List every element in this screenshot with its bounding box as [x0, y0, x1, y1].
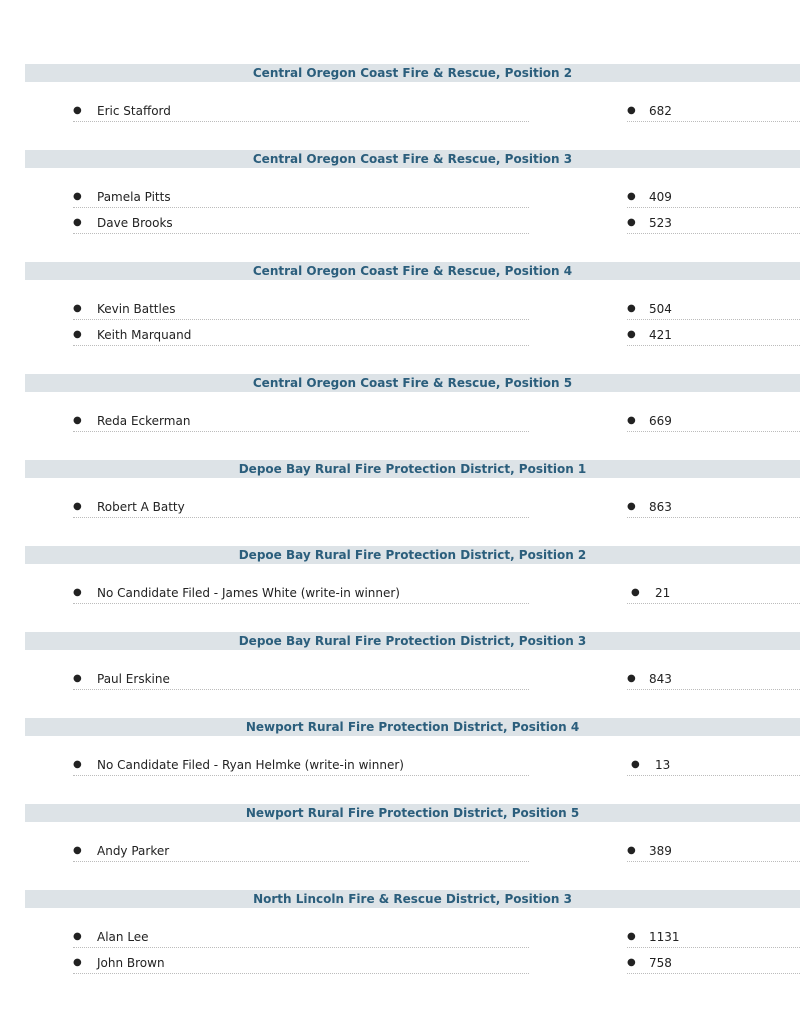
vote-count: 758 [649, 956, 672, 970]
vote-cell [627, 213, 800, 234]
vote-count: 669 [649, 414, 672, 428]
race-block [25, 804, 800, 867]
race-block [25, 890, 800, 979]
candidate-cell [73, 583, 529, 604]
candidate-cell [73, 187, 529, 208]
race-block [25, 150, 800, 239]
candidate-row [25, 325, 800, 351]
candidate-row [25, 953, 800, 979]
election-results [25, 64, 800, 1002]
race-title: North Lincoln Fire & Rescue District, Position 3 [25, 890, 800, 908]
bullet-icon: ● [631, 759, 640, 770]
bullet-icon: ● [627, 845, 636, 856]
bullet-icon: ● [627, 415, 636, 426]
candidate-row [25, 669, 800, 695]
race-title: Central Oregon Coast Fire & Rescue, Position 4 [25, 262, 800, 280]
candidate-cell [73, 411, 529, 432]
candidate-name: Eric Stafford [97, 104, 171, 118]
bullet-icon: ● [627, 501, 636, 512]
vote-cell [627, 755, 800, 776]
bullet-icon: ● [627, 303, 636, 314]
bullet-icon: ● [627, 329, 636, 340]
vote-cell [627, 187, 800, 208]
candidate-name: Andy Parker [97, 844, 170, 858]
vote-cell [627, 325, 800, 346]
vote-count: 843 [649, 672, 672, 686]
race-title: Newport Rural Fire Protection District, Position 4 [25, 718, 800, 736]
bullet-icon: ● [73, 673, 82, 684]
bullet-icon: ● [73, 931, 82, 942]
candidate-name: Reda Eckerman [97, 414, 191, 428]
candidate-name: Robert A Batty [97, 500, 185, 514]
bullet-icon: ● [73, 191, 82, 202]
vote-cell [627, 411, 800, 432]
race-title: Central Oregon Coast Fire & Rescue, Position 2 [25, 64, 800, 82]
vote-count: 421 [649, 328, 672, 342]
bullet-icon: ● [73, 105, 82, 116]
candidate-row [25, 583, 800, 609]
candidate-row [25, 411, 800, 437]
bullet-icon: ● [73, 587, 82, 598]
candidate-row [25, 187, 800, 213]
race-block [25, 460, 800, 523]
vote-count: 13 [655, 758, 671, 772]
candidate-name: Paul Erskine [97, 672, 170, 686]
vote-cell [627, 841, 800, 862]
candidate-name: No Candidate Filed - James White (write-in winner) [97, 586, 400, 600]
vote-count: 863 [649, 500, 672, 514]
candidate-cell [73, 755, 529, 776]
candidate-name: Alan Lee [97, 930, 149, 944]
candidate-row [25, 755, 800, 781]
bullet-icon: ● [627, 191, 636, 202]
race-block [25, 718, 800, 781]
candidate-row [25, 213, 800, 239]
candidate-row [25, 927, 800, 953]
vote-count: 389 [649, 844, 672, 858]
race-block [25, 262, 800, 351]
race-block [25, 374, 800, 437]
race-title: Central Oregon Coast Fire & Rescue, Position 5 [25, 374, 800, 392]
bullet-icon: ● [73, 329, 82, 340]
bullet-icon: ● [627, 673, 636, 684]
candidate-row [25, 497, 800, 523]
bullet-icon: ● [73, 303, 82, 314]
vote-cell [627, 953, 800, 974]
candidate-cell [73, 927, 529, 948]
vote-count: 504 [649, 302, 672, 316]
candidate-name: Pamela Pitts [97, 190, 171, 204]
race-title: Central Oregon Coast Fire & Rescue, Position 3 [25, 150, 800, 168]
bullet-icon: ● [73, 501, 82, 512]
vote-count: 409 [649, 190, 672, 204]
candidate-row [25, 841, 800, 867]
vote-cell [627, 101, 800, 122]
candidate-name: Kevin Battles [97, 302, 176, 316]
candidate-cell [73, 213, 529, 234]
race-block [25, 64, 800, 127]
vote-count: 682 [649, 104, 672, 118]
vote-count: 523 [649, 216, 672, 230]
candidate-cell [73, 669, 529, 690]
vote-count: 21 [655, 586, 671, 600]
candidate-name: Keith Marquand [97, 328, 192, 342]
race-title: Depoe Bay Rural Fire Protection District, Position 2 [25, 546, 800, 564]
race-title: Newport Rural Fire Protection District, Position 5 [25, 804, 800, 822]
candidate-name: Dave Brooks [97, 216, 173, 230]
vote-cell [627, 927, 800, 948]
candidate-row [25, 299, 800, 325]
candidate-cell [73, 497, 529, 518]
bullet-icon: ● [73, 759, 82, 770]
bullet-icon: ● [73, 415, 82, 426]
candidate-cell [73, 953, 529, 974]
candidate-row [25, 101, 800, 127]
race-title: Depoe Bay Rural Fire Protection District, Position 1 [25, 460, 800, 478]
bullet-icon: ● [627, 217, 636, 228]
vote-cell [627, 497, 800, 518]
candidate-cell [73, 841, 529, 862]
candidate-name: John Brown [97, 956, 165, 970]
candidate-cell [73, 299, 529, 320]
candidate-name: No Candidate Filed - Ryan Helmke (write-in winner) [97, 758, 404, 772]
race-block [25, 546, 800, 609]
vote-cell [627, 299, 800, 320]
bullet-icon: ● [73, 845, 82, 856]
bullet-icon: ● [631, 587, 640, 598]
vote-cell [627, 583, 800, 604]
bullet-icon: ● [73, 217, 82, 228]
bullet-icon: ● [627, 957, 636, 968]
bullet-icon: ● [627, 105, 636, 116]
bullet-icon: ● [627, 931, 636, 942]
candidate-cell [73, 325, 529, 346]
bullet-icon: ● [73, 957, 82, 968]
race-title: Depoe Bay Rural Fire Protection District, Position 3 [25, 632, 800, 650]
candidate-cell [73, 101, 529, 122]
race-block [25, 632, 800, 695]
vote-count: 1131 [649, 930, 680, 944]
vote-cell [627, 669, 800, 690]
